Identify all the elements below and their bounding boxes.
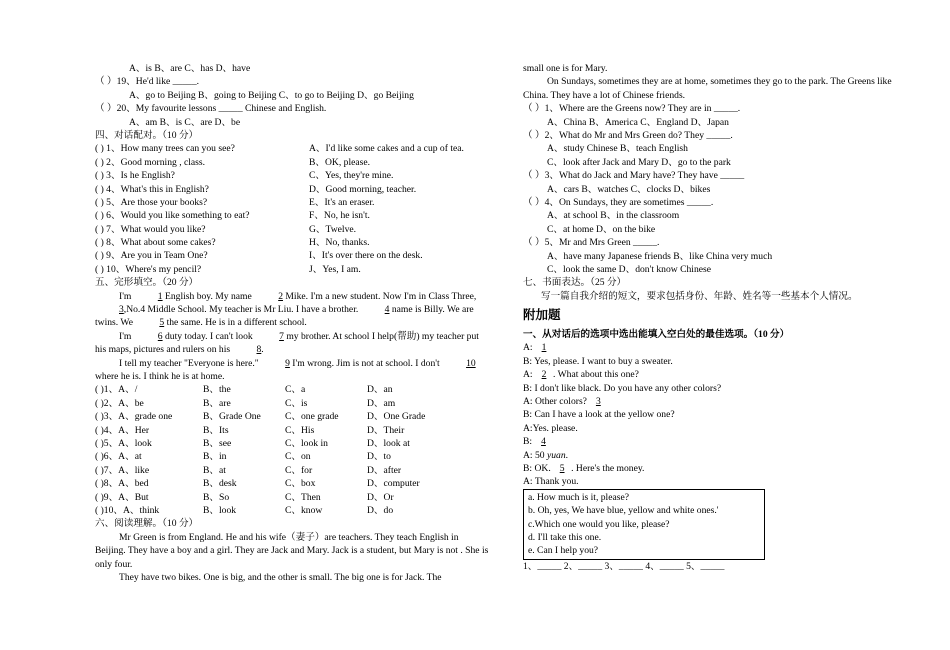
- cloze-option: D、computer: [367, 478, 420, 490]
- cloze-option: C、box: [285, 478, 316, 490]
- q20-stem: （ ）20、My favourite lessons _____ Chinese and English.: [95, 103, 327, 115]
- dialog-blank-4: 4: [541, 436, 546, 448]
- reading-options-2a: A、study Chinese B、teach English: [547, 143, 688, 155]
- box-option: a. How much is it, please?: [528, 491, 629, 503]
- cloze-blank-9: 9: [285, 357, 290, 369]
- dialog-line: A: Thank you.: [523, 476, 579, 488]
- section-4-title: 四、对话配对。（10 分）: [95, 129, 199, 141]
- options-box: [523, 489, 765, 560]
- matching-answer: J、Yes, I am.: [309, 263, 361, 275]
- cloze-text: English boy. My name: [165, 290, 252, 302]
- cloze-paragraph-1: [95, 290, 490, 330]
- cloze-option: B、see: [203, 438, 232, 450]
- cloze-blank-6: 6: [157, 330, 163, 342]
- reading-question-4: （ ）4、On Sundays, they are sometimes _____.: [523, 196, 714, 208]
- box-option: c.Which one would you like, please?: [528, 518, 670, 530]
- cloze-blank-8: 8: [256, 344, 262, 356]
- section-7-prompt: 写一篇自我介绍的短文，要求包括身份、年龄、姓名等一些基本个人情况。: [541, 290, 858, 302]
- matching-answer: B、OK, please.: [309, 156, 371, 168]
- dialog-line: A: Other colors? 3: [523, 395, 908, 408]
- cloze-option: B、So: [203, 491, 230, 503]
- matching-question: ( ) 9、Are you in Team One?: [95, 250, 208, 262]
- cloze-option: ( )3、A、grade one: [95, 411, 173, 423]
- cloze-text: ,No.4 Middle School. My teacher is Mr Liu. I have a brother.: [123, 304, 359, 316]
- matching-question: ( ) 8、What about some cakes?: [95, 237, 216, 249]
- cloze-option: C、look in: [285, 438, 328, 450]
- section-7-title: 七、书面表达。（25 分）: [523, 277, 627, 289]
- cloze-blank-1: 1: [157, 290, 163, 302]
- cloze-option: D、look at: [367, 438, 410, 450]
- cloze-option: D、Their: [367, 424, 405, 436]
- dialog-line: A:Yes. please.: [523, 422, 578, 434]
- cloze-text: duty today. I can't look: [165, 330, 253, 342]
- dialog-line: A: 50 yuan.: [523, 449, 569, 461]
- matching-question: ( ) 1、How many trees can you see?: [95, 143, 235, 155]
- left-column: [95, 62, 490, 584]
- matching-answer: A、I'd like some cakes and a cup of tea.: [309, 143, 464, 155]
- cloze-option: D、after: [367, 464, 402, 476]
- appendix-title: 附加题: [523, 308, 561, 323]
- cloze-option: D、to: [367, 451, 391, 463]
- dialog-line: A: 2 . What about this one?: [523, 369, 639, 381]
- cloze-option: ( )1、A、/: [95, 384, 138, 396]
- cloze-option: C、His: [285, 424, 315, 436]
- dialog-blank-3: 3: [595, 396, 601, 408]
- q20-options: A、am B、is C、are D、be: [129, 116, 241, 128]
- dialog-line: B: I don't like black. Do you have any other colors?: [523, 382, 722, 394]
- reading-paragraph-2: They have two bikes. One is big, and the other is small. The big one is for Jack. The: [119, 572, 442, 583]
- matching-question: ( ) 5、Are those your books?: [95, 196, 208, 208]
- cloze-text: my brother. At school I help(帮助) my teacher put his maps, pictures and rulers on his: [95, 330, 479, 356]
- q19-stem: （ ）19、He'd like _____.: [95, 76, 200, 88]
- cloze-blank-3: 3: [119, 304, 124, 316]
- section-5-title: 五、完形填空。（20 分）: [95, 277, 199, 289]
- cloze-option: B、desk: [203, 478, 237, 490]
- cloze-text: I'm: [119, 290, 132, 302]
- cloze-text: I'm wrong. Jim is not at school. I don't: [292, 357, 440, 369]
- matching-answer: D、Good morning, teacher.: [309, 183, 417, 195]
- q19-options: A、go to Beijing B、going to Beijing C、to go to Beijing D、go Beijing: [129, 89, 414, 101]
- cloze-text: the same. He is in a different school.: [166, 317, 307, 329]
- right-column: [523, 62, 908, 573]
- reading-paragraph-1: Mr Green is from England. He and his wife（妻子）are teachers. They teach English in Beijing. They have a boy and a girl. They are Jack and Mary. Jack is a student, but Mary is not . She is only four.: [95, 531, 489, 570]
- cloze-option: B、look: [203, 505, 237, 516]
- cloze-text: Mike. I'm a new student. Now I'm in Class Three,: [285, 290, 477, 302]
- cloze-blank-10: 10: [466, 357, 476, 369]
- cloze-option: C、Then: [285, 491, 321, 503]
- cloze-option: D、One Grade: [367, 411, 426, 423]
- cloze-option: C、for: [285, 464, 313, 476]
- dialog-blank-1: 1: [541, 342, 547, 354]
- cloze-option: ( )8、A、bed: [95, 478, 149, 490]
- dialog-line: B: Can I have a look at the yellow one?: [523, 409, 675, 421]
- matching-question: ( ) 2、Good morning , class.: [95, 156, 206, 168]
- box-option: b. Oh, yes, We have blue, yellow and white ones.': [528, 505, 719, 517]
- dialog-blank-5: 5: [559, 462, 565, 474]
- reading-options-4a: A、at school B、in the classroom: [547, 210, 680, 222]
- section-6-title: 六、阅读理解。（10 分）: [95, 518, 199, 530]
- cloze-option: C、know: [285, 505, 323, 516]
- cloze-option: B、the: [203, 384, 231, 396]
- box-option: e. Can I help you?: [528, 545, 599, 557]
- cloze-option: D、do: [367, 505, 394, 516]
- reading-question-1: （ ）1、Where are the Greens now? They are in _____.: [523, 103, 741, 115]
- cloze-blank-4: 4: [384, 304, 390, 316]
- dialog-blank-2: 2: [541, 369, 547, 381]
- matching-answer: F、No, he isn't.: [309, 210, 370, 222]
- dialog-line: B: 4: [523, 435, 908, 448]
- cloze-option: ( )10、A、think: [95, 505, 160, 516]
- cloze-option: B、Grade One: [203, 411, 261, 423]
- cloze-option: ( )6、A、at: [95, 451, 142, 463]
- cloze-option: C、on: [285, 451, 311, 463]
- box-option: d. I'll take this one.: [528, 531, 602, 543]
- dialog-line: B: OK. 5 . Here's the money.: [523, 462, 645, 474]
- appendix-question-1: 一、从对话后的选项中选出能填入空白处的最佳选项。（10 分）: [523, 329, 790, 341]
- cloze-option: ( )7、A、like: [95, 464, 150, 476]
- matching-question: ( ) 7、What would you like?: [95, 223, 206, 235]
- cloze-blank-5: 5: [159, 317, 165, 329]
- matching-answer: G、Twelve.: [309, 223, 357, 235]
- reading-options-5a: A、have many Japanese friends B、like China very much: [547, 250, 773, 262]
- cloze-text: I tell my teacher "Everyone is here.": [119, 357, 259, 369]
- cloze-option: D、Or: [367, 491, 394, 503]
- matching-question: ( ) 10、Where's my pencil?: [95, 263, 202, 275]
- matching-answer: C、Yes, they're mine.: [309, 170, 394, 182]
- cloze-option: ( )2、A、be: [95, 397, 144, 409]
- matching-answer: H、No, thanks.: [309, 237, 370, 249]
- matching-answer: E、It's an eraser.: [309, 196, 375, 208]
- cloze-blank-7: 7: [279, 330, 284, 342]
- matching-question: ( ) 4、What's this in English?: [95, 183, 209, 195]
- cloze-option: C、is: [285, 397, 308, 409]
- dialog-line: B: Yes, please. I want to buy a sweater.: [523, 355, 673, 367]
- cloze-text: where he is. I think he is at home.: [95, 371, 225, 383]
- cloze-paragraph-2: [95, 330, 490, 357]
- cloze-option: C、one grade: [285, 411, 339, 423]
- reading-paragraph-2-end: small one is for Mary.: [523, 63, 608, 74]
- reading-options-4b: C、at home D、on the bike: [547, 223, 656, 235]
- reading-question-2: （ ）2、What do Mr and Mrs Green do? They _____.: [523, 129, 733, 141]
- reading-question-3: （ ）3、What do Jack and Mary have? They have _____: [523, 170, 745, 182]
- cloze-option: ( )5、A、look: [95, 438, 152, 450]
- reading-options-1: A、China B、America C、England D、Japan: [547, 116, 729, 128]
- cloze-text: I'm: [119, 330, 132, 342]
- cloze-blank-2: 2: [278, 290, 283, 302]
- reading-options-3: A、cars B、watches C、clocks D、bikes: [547, 183, 711, 195]
- matching-answer: I、It's over there on the desk.: [309, 250, 423, 262]
- reading-question-5: （ ）5、Mr and Mrs Green _____.: [523, 237, 660, 249]
- cloze-option: ( )9、A、But: [95, 491, 149, 503]
- cloze-option: ( )4、A、Her: [95, 424, 150, 436]
- cloze-option: B、in: [203, 451, 227, 463]
- cloze-option: D、am: [367, 397, 396, 409]
- dialog-line: A: 1: [523, 341, 908, 354]
- cloze-option: D、an: [367, 384, 393, 396]
- reading-options-2b: C、look after Jack and Mary D、go to the park: [547, 156, 731, 168]
- cloze-paragraph-3: [95, 357, 490, 384]
- q18-options: A、is B、are C、has D、have: [129, 63, 251, 74]
- reading-options-5b: C、look the same D、don't know Chinese: [547, 263, 712, 275]
- matching-question: ( ) 6、Would you like something to eat?: [95, 210, 250, 222]
- cloze-option: B、are: [203, 397, 231, 409]
- cloze-option: B、at: [203, 464, 226, 476]
- cloze-text: .: [261, 344, 264, 356]
- matching-question: ( ) 3、Is he English?: [95, 170, 175, 182]
- cloze-text: name is Billy. We are twins. We: [95, 304, 474, 329]
- answer-line: 1、_____ 2、_____ 3、_____ 4、_____ 5、_____: [523, 560, 725, 572]
- matching-list: [95, 142, 490, 276]
- reading-paragraph-3: On Sundays, sometimes they are at home, sometimes they go to the park. The Greens like China. They have a lot of Chinese friends.: [523, 76, 892, 101]
- cloze-option: C、a: [285, 384, 306, 396]
- cloze-options-table: [95, 383, 490, 517]
- dialog: [523, 341, 908, 488]
- cloze-option: B、Its: [203, 424, 229, 436]
